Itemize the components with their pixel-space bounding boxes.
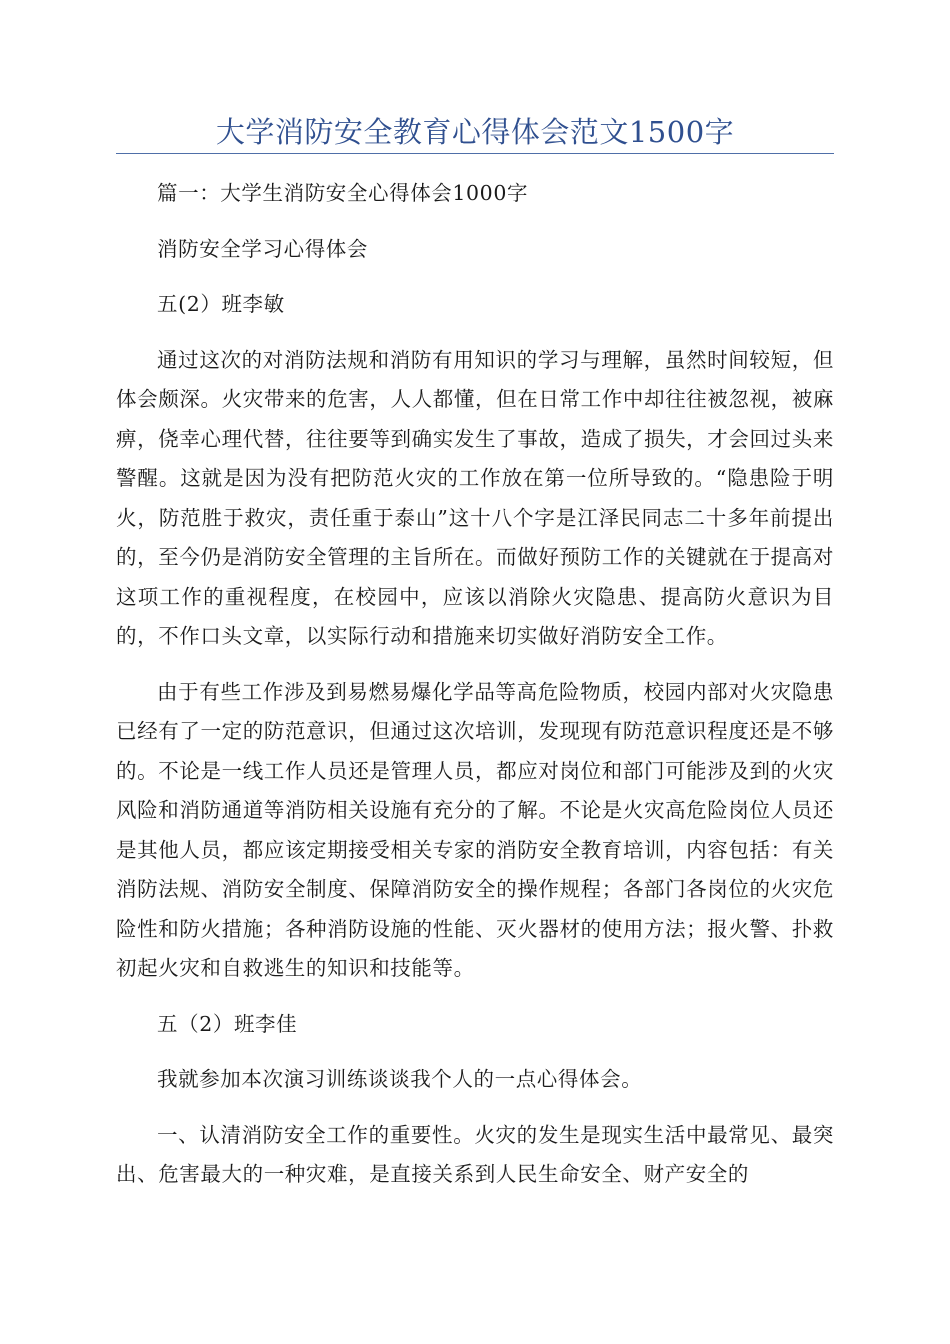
body-paragraph: 我就参加本次演习训练谈谈我个人的一点心得体会。 (157, 1067, 643, 1091)
body-paragraph: 通过这次的对消防法规和消防有用知识的学习与理解，虽然时间较短，但体会颇深。火灾带来的危害，人人都懂，但在日常工作中却往往被忽视，被麻痹，侥幸心理代替，往往要等到确实发生了事故，造成了损失，才会回过头来警醒。这就是因为没有把防范火灾的工作放在第一位所导致的。“隐患险于明火，防范胜于救灾，责任重于泰山”这十八个字是江泽民同志二十多年前提出的，至今仍是消防安全管理的主旨所在。而做好预防工作的关键就在于提高对这项工作的重视程度，在校园中，应该以消除火灾隐患、提高防火意识为目的，不作口头文章，以实际行动和措施来切实做好消防安全工作。 (116, 347, 834, 648)
author-line: 五（2）班李佳 (157, 1011, 298, 1036)
author-line: 五(2）班李敏 (157, 292, 285, 316)
article-title: 消防安全学习心得体会 (157, 236, 368, 261)
body-paragraph: 由于有些工作涉及到易燃易爆化学品等高危险物质，校园内部对火灾隐患已经有了一定的防范意识，但通过这次培训，发现现有防范意识程度还是不够的。不论是一线工作人员还是管理人员，都应对岗位和部门可能涉及到的火灾风险和消防通道等消防相关设施有充分的了解。不论是火灾高危险岗位人员还是其他人员，都应该定期接受相关专家的消防安全教育培训，内容包括：有关消防法规、消防安全制度、保障消防安全的操作规程；各部门各岗位的火灾危险性和防火措施；各种消防设施的性能、灭火器材的使用方法；报火警、扑救初起火灾和自救逃生的知识和技能等。 (116, 679, 834, 980)
section-heading: 篇一：大学生消防安全心得体会1000字 (157, 181, 529, 205)
document-body (116, 174, 834, 1211)
body-paragraph: 一、认清消防安全工作的重要性。火灾的发生是现实生活中最常见、最突出、危害最大的一种灾难，是直接关系到人民生命安全、财产安全的 (116, 1122, 834, 1186)
title-underline (116, 153, 834, 154)
document-title: 大学消防安全教育心得体会范文1500字 (215, 115, 735, 149)
